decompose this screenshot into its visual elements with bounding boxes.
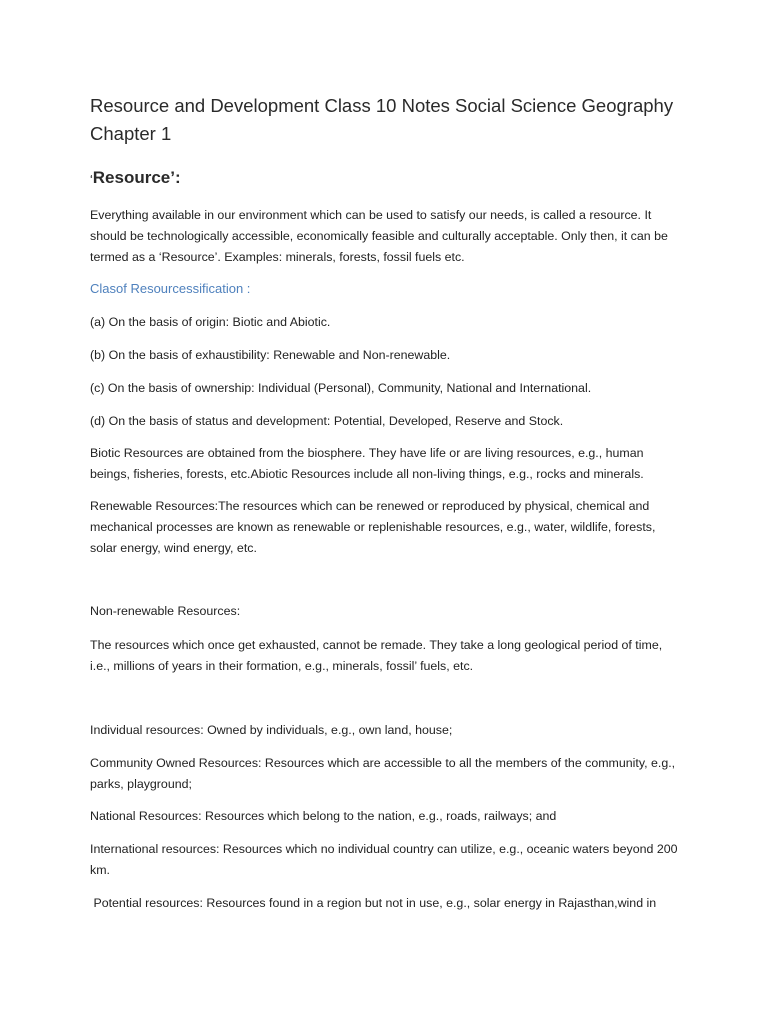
individual-resources-paragraph: Individual resources: Owned by individuals, e.g., own land, house; [90,723,453,737]
nonrenewable-paragraph: The resources which once get exhausted, cannot be remade. They take a long geological period of time, i.e., millions of years in their formation, e.g., minerals, fossil’ fuels, etc. [90,638,663,673]
international-resources-paragraph: International resources: Resources which no individual country can utilize, e.g., oceanic waters beyond 200 km. [90,842,678,877]
classification-item-exhaustibility: (b) On the basis of exhaustibility: Renewable and Non-renewable. [90,348,451,362]
section-heading-resource [90,167,181,191]
classification-item-origin: (a) On the basis of origin: Biotic and Abiotic. [90,315,331,329]
page-title: Resource and Development Class 10 Notes Social Science Geography Chapter 1 [90,95,674,144]
classification-heading: Clasof Resourcessification : [90,281,251,296]
document-page [90,92,680,148]
renewable-paragraph: Renewable Resources:The resources which can be renewed or reproduced by physical, chemical and mechanical processes are known as renewable or replenishable resources, e.g., water, wildlife, forests, solar energy, wind energy, etc. [90,499,656,555]
nonrenewable-heading: Non-renewable Resources: [90,604,241,618]
community-resources-paragraph: Community Owned Resources: Resources which are accessible to all the members of the community, e.g., parks, playground; [90,756,676,791]
resource-definition-paragraph: Everything available in our environment which can be used to satisfy our needs, is called a resource. It should be technologically accessible, economically feasible and culturally acceptable. Only then, it can be termed as a ‘Resource’. Examples: minerals, forests, fossil fuels etc. [90,208,668,264]
section-heading-text: Resource’: [92,168,181,187]
potential-resources-paragraph: Potential resources: Resources found in a region but not in use, e.g., solar energy in Rajasthan,wind in [90,896,657,910]
national-resources-paragraph: National Resources: Resources which belong to the nation, e.g., roads, railways; and [90,809,557,823]
biotic-paragraph: Biotic Resources are obtained from the biosphere. They have life or are living resources, e.g., human beings, fisheries, forests, etc.Abiotic Resources include all non-living things, e.g., rocks and minerals. [90,446,644,481]
section-heading-open-quote: ‘ [90,174,93,185]
classification-item-status: (d) On the basis of status and development: Potential, Developed, Reserve and Stock. [90,414,564,428]
classification-item-ownership: (c) On the basis of ownership: Individual (Personal), Community, National and International. [90,381,592,395]
